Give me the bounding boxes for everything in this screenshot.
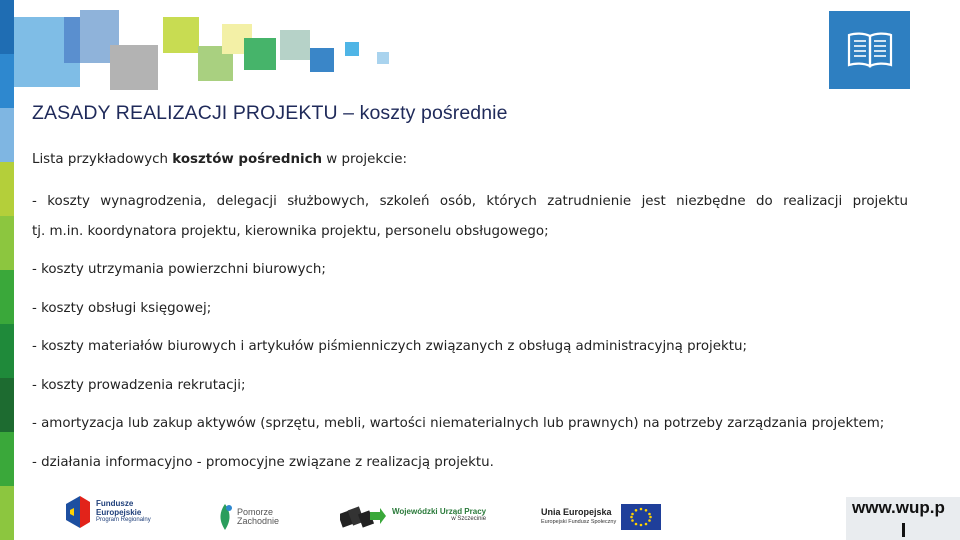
list-item: - koszty wynagrodzenia, delegacji służbowych, szkoleń osób, których zatrudnienie jest niezbędne do realizacji projektu [32,194,908,209]
eu-flag-icon [621,504,661,530]
fundusze-europejskie-logo: Fundusze Europejskie Program Regionalny [66,496,151,528]
footer-logos [60,496,820,536]
list-item: - koszty prowadzenia rekrutacji; [32,378,246,393]
list-item: - koszty obsługi księgowej; [32,301,212,316]
pomorze-zachodnie-logo: Pomorze Zachodnie [216,502,279,532]
wup-szczecin-logo: Wojewódzki Urząd Pracy w Szczecinie [340,502,486,528]
fe-emblem-icon [66,496,90,528]
page-title: ZASADY REALIZACJI PROJEKTU – koszty pośrednie [32,102,508,124]
list-item: - koszty materiałów biurowych i artykułów piśmienniczych związanych z obsługą administracyjną projektu; [32,339,747,354]
open-book-icon [829,11,910,89]
list-intro: Lista przykładowych kosztów pośrednich w projekcie: [32,152,407,167]
unia-europejska-logo: Unia Europejska Europejski Fundusz Społeczny [541,504,661,530]
list-item: - działania informacyjno - promocyjne związane z realizacją projektu. [32,455,494,470]
pomorze-leaf-icon [216,502,234,532]
left-color-strip [0,0,14,540]
intro-bold: kosztów pośrednich [172,152,323,167]
list-item: - amortyzacja lub zakup aktywów (sprzętu, mebli, wartości niematerialnych lub prawnych) na potrzeby zarządzania projektem; [32,416,885,431]
list-item-continuation: tj. m.in. koordynatora projektu, kierownika projektu, personelu obsługowego; [32,224,549,239]
website-link[interactable]: www.wup.p [846,497,960,540]
list-item: - koszty utrzymania powierzchni biurowych; [32,262,326,277]
text-cursor [902,523,905,537]
wup-arrow-icon [340,502,386,528]
